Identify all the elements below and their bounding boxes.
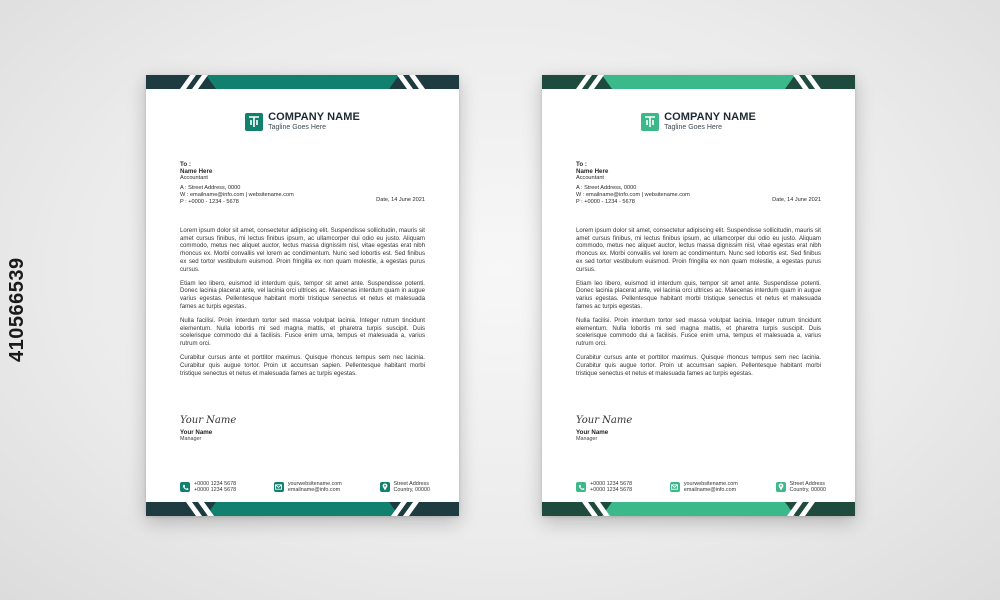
footer-address: [776, 481, 826, 493]
recipient-title: Accountant: [576, 175, 604, 181]
to-label: To :: [576, 161, 587, 168]
footer-street: Street Address: [393, 481, 429, 487]
signature: Your Name: [180, 415, 237, 426]
company-header: [146, 112, 459, 131]
recipient-name: Name Here: [180, 168, 213, 175]
bottom-decorative-band: [542, 502, 855, 516]
footer-phone-1: +0000 1234 5678: [194, 481, 237, 487]
footer-street: Street Address: [789, 481, 825, 487]
recipient-block: [576, 161, 690, 206]
body-paragraph: Etiam leo libero, euismod id interdum quis, tempor sit amet ante. Suspendisse potenti. Donec lacinia placerat ante, vel lacinia orci ultrices ac. Maecenas interdum quam in augue varius egestas. Pellentesque habitant morbi tristique senectus et netus et malesuada fames ac turpis egestas.: [180, 279, 425, 310]
footer-email: emailname@info.com: [683, 487, 737, 494]
letter-date: Date, 14 June 2021: [772, 197, 821, 203]
address-line: A : Street Address, 0000: [576, 185, 637, 191]
footer-email: emailname@info.com: [287, 487, 341, 494]
phone-line: P : +0000 - 1234 - 5678: [180, 199, 239, 205]
body-paragraph: Etiam leo libero, euismod id interdum quis, tempor sit amet ante. Suspendisse potenti. Donec lacinia placerat ante, vel lacinia orci ultrices ac. Maecenas interdum quam in augue varius egestas. Pellentesque habitant morbi tristique senectus et netus et malesuada fames ac turpis egestas.: [576, 279, 821, 310]
sender-title: Manager: [576, 436, 598, 442]
footer-website: yourwebsitename.com: [683, 481, 738, 487]
letter-body: [576, 227, 821, 384]
recipient-title: Accountant: [180, 175, 208, 181]
web-line: W : emailname@info.com | websitename.com: [180, 192, 294, 198]
footer-country: Country, 00000: [393, 487, 430, 494]
signature: Your Name: [576, 415, 633, 426]
company-name: COMPANY NAME: [268, 111, 360, 123]
letter-body: [180, 227, 425, 384]
company-tagline: Tagline Goes Here: [664, 124, 723, 131]
company-logo-icon: [245, 113, 263, 131]
footer-web: [670, 481, 738, 493]
top-decorative-band: [542, 75, 855, 89]
web-line: W : emailname@info.com | websitename.com: [576, 192, 690, 198]
letter-date: Date, 14 June 2021: [376, 197, 425, 203]
phone-icon: [180, 482, 190, 492]
recipient-name: Name Here: [576, 168, 609, 175]
stock-image-id: 410566539: [6, 257, 28, 362]
body-paragraph: Curabitur cursus ante et porttitor maximus. Quisque rhoncus tempus sem nec lacinia. Curabitur quis augue tortor. Proin ut accumsan sapien. Pellentesque habitant morbi tristique senectus et netus et malesuada fames ac turpis egestas.: [576, 354, 821, 377]
top-decorative-band: [146, 75, 459, 89]
to-label: To :: [180, 161, 191, 168]
mail-icon: [670, 482, 680, 492]
footer-address: [380, 481, 430, 493]
footer-website: yourwebsitename.com: [287, 481, 342, 487]
letterhead-green: [542, 75, 855, 516]
phone-icon: [576, 482, 586, 492]
footer-phone-2: +0000 1234 5678: [590, 487, 633, 494]
body-paragraph: Lorem ipsum dolor sit amet, consectetur adipiscing elit. Suspendisse sollicitudin, mauris sit amet cursus finibus, mi lectus finibus ipsum, ac ullamcorper dui odio eu justo. Aliquam commodo, metus nec aliquet auctor, lectus massa dignissim nisl, vitae egestas erat nibh rhoncus ex. Morbi convallis vel lorem ac condimentum. Nunc sed lobortis est. Sed finibus ex sed tortor vestibulum euismod. Proin fringilla ex non quam molestie, a egestas purus cursus.: [180, 227, 425, 273]
footer-phone-1: +0000 1234 5678: [590, 481, 633, 487]
footer-country: Country, 00000: [789, 487, 826, 494]
company-tagline: Tagline Goes Here: [268, 124, 327, 131]
footer-contacts: [180, 481, 430, 493]
sender-name: Your Name: [576, 429, 609, 436]
body-paragraph: Nulla facilisi. Proin interdum tortor sed massa volutpat lacinia. Integer rutrum tincidunt elementum. Nulla lobortis mi sed magna mattis, et pharetra turpis suscipit. Duis scelerisque commodo dui a facilisis. Fusce enim urna, tempus et malesuada a, varius rutrum orci.: [576, 317, 821, 348]
company-logo-icon: [641, 113, 659, 131]
sender-title: Manager: [180, 436, 202, 442]
company-header: [542, 112, 855, 131]
address-line: A : Street Address, 0000: [180, 185, 241, 191]
location-pin-icon: [380, 482, 390, 492]
footer-phone: [576, 481, 632, 493]
body-paragraph: Lorem ipsum dolor sit amet, consectetur adipiscing elit. Suspendisse sollicitudin, mauris sit amet cursus finibus, mi lectus finibus ipsum, ac ullamcorper dui odio eu justo. Aliquam commodo, metus nec aliquet auctor, lectus massa dignissim nisl, vitae egestas erat nibh rhoncus ex. Morbi convallis vel lorem ac condimentum. Nunc sed lobortis est. Sed finibus ex sed tortor vestibulum euismod. Proin fringilla ex non quam molestie, a egestas purus cursus.: [576, 227, 821, 273]
footer-contacts: [576, 481, 826, 493]
sender-name: Your Name: [180, 429, 213, 436]
body-paragraph: Curabitur cursus ante et porttitor maximus. Quisque rhoncus tempus sem nec lacinia. Curabitur quis augue tortor. Proin ut accumsan sapien. Pellentesque habitant morbi tristique senectus et netus et malesuada fames ac turpis egestas.: [180, 354, 425, 377]
location-pin-icon: [776, 482, 786, 492]
phone-line: P : +0000 - 1234 - 5678: [576, 199, 635, 205]
recipient-block: [180, 161, 294, 206]
letterhead-teal: [146, 75, 459, 516]
company-name: COMPANY NAME: [664, 111, 756, 123]
mail-icon: [274, 482, 284, 492]
footer-web: [274, 481, 342, 493]
footer-phone-2: +0000 1234 5678: [194, 487, 237, 494]
bottom-decorative-band: [146, 502, 459, 516]
body-paragraph: Nulla facilisi. Proin interdum tortor sed massa volutpat lacinia. Integer rutrum tincidunt elementum. Nulla lobortis mi sed magna mattis, et pharetra turpis suscipit. Duis scelerisque commodo dui a facilisis. Fusce enim urna, tempus et malesuada a, varius rutrum orci.: [180, 317, 425, 348]
footer-phone: [180, 481, 236, 493]
